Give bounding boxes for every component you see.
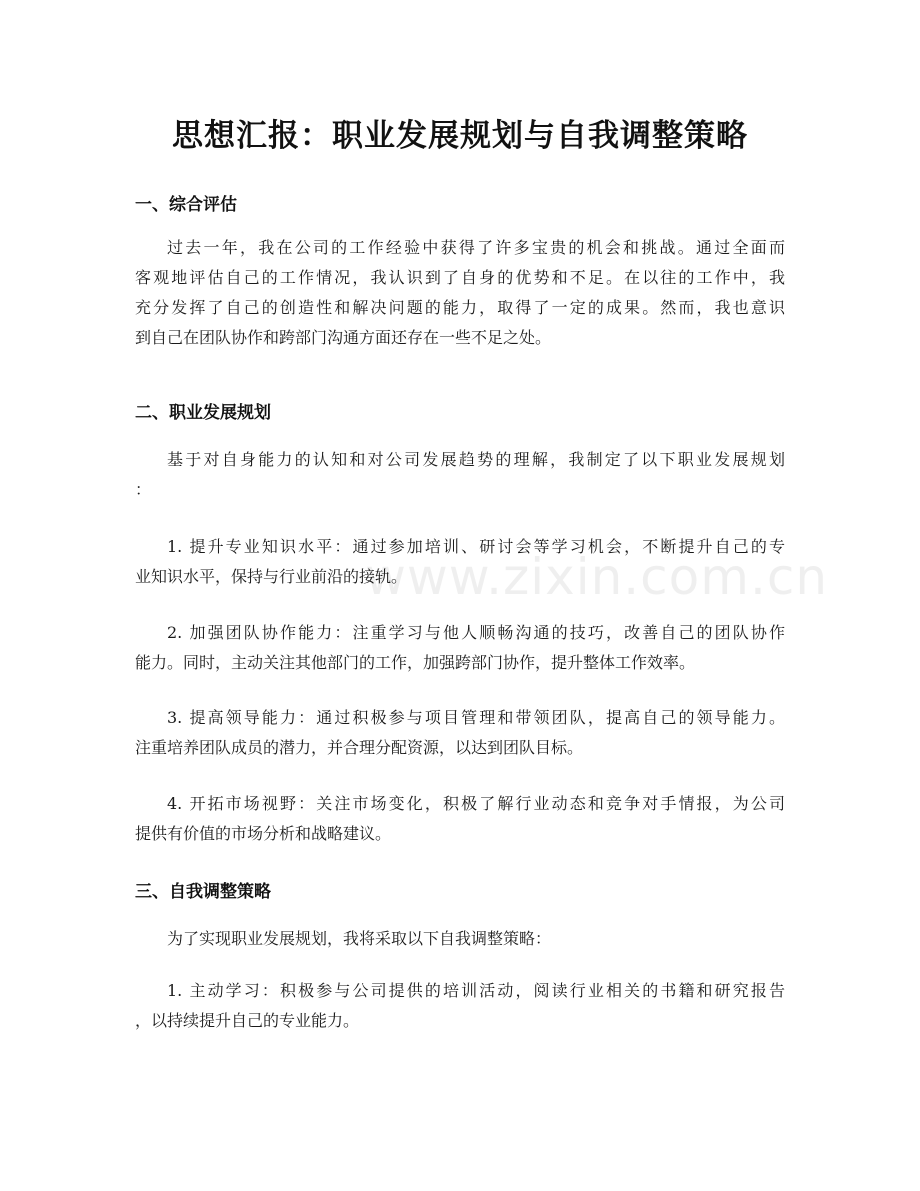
section-heading-self-adjustment: 三、自我调整策略	[135, 882, 271, 902]
paragraph-line: ，以持续提升自己的专业能力。	[135, 1011, 360, 1030]
paragraph-line: 充分发挥了自己的创造性和解决问题的能力，取得了一定的成果。然而，我也意识	[135, 298, 785, 317]
paragraph-line: 注重培养团队成员的潜力，并合理分配资源，以达到团队目标。	[135, 738, 584, 757]
paragraph-line: 业知识水平，保持与行业前沿的接轨。	[135, 567, 408, 586]
list-item-plan-3	[135, 703, 785, 763]
paragraph-line: 提供有价值的市场分析和战略建议。	[135, 824, 392, 843]
paragraph-line: 能力。同时，主动关注其他部门的工作，加强跨部门协作，提升整体工作效率。	[135, 653, 696, 672]
paragraph-assessment	[135, 233, 785, 353]
paragraph-line: 客观地评估自己的工作情况，我认识到了自身的优势和不足。在以往的工作中，我	[135, 268, 785, 287]
list-item-plan-1	[135, 532, 785, 592]
paragraph-line: ：	[135, 480, 152, 499]
paragraph-self-adjustment-intro	[135, 924, 785, 954]
list-item-plan-2	[135, 618, 785, 678]
paragraph-line: 2. 加强团队协作能力：注重学习与他人顺畅沟通的技巧，改善自己的团队协作	[167, 623, 785, 642]
section-heading-assessment: 一、综合评估	[135, 195, 237, 215]
watermark: www.zixin.com.cn	[365, 548, 829, 606]
paragraph-line: 1. 提升专业知识水平：通过参加培训、研讨会等学习机会，不断提升自己的专	[167, 537, 785, 556]
paragraph-line: 4. 开拓市场视野：关注市场变化，积极了解行业动态和竞争对手情报，为公司	[167, 794, 785, 813]
list-item-plan-4	[135, 789, 785, 849]
section-heading-career-plan: 二、职业发展规划	[135, 403, 271, 423]
paragraph-line: 基于对自身能力的认知和对公司发展趋势的理解，我制定了以下职业发展规划	[167, 450, 785, 469]
paragraph-line: 为了实现职业发展规划，我将采取以下自我调整策略：	[167, 929, 552, 948]
list-item-strategy-1	[135, 976, 785, 1036]
page-title: 思想汇报：职业发展规划与自我调整策略	[172, 118, 748, 154]
paragraph-line: 1. 主动学习：积极参与公司提供的培训活动，阅读行业相关的书籍和研究报告	[167, 981, 785, 1000]
paragraph-line: 到自己在团队协作和跨部门沟通方面还存在一些不足之处。	[135, 328, 552, 347]
paragraph-line: 3. 提高领导能力：通过积极参与项目管理和带领团队，提高自己的领导能力。	[167, 708, 785, 727]
paragraph-line: 过去一年，我在公司的工作经验中获得了许多宝贵的机会和挑战。通过全面而	[167, 238, 785, 257]
paragraph-career-plan-intro	[135, 445, 785, 505]
